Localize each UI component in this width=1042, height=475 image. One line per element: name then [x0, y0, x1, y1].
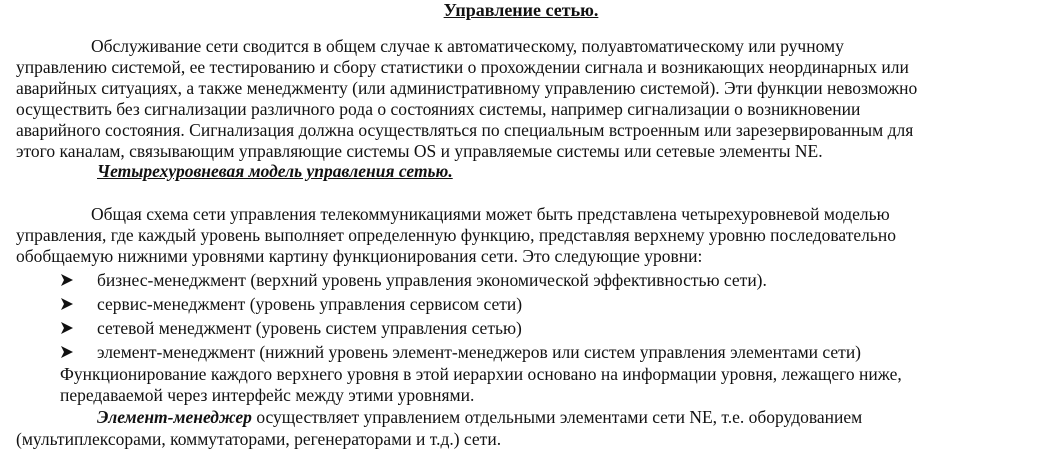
paragraph-1-line-6: этого каналам, связывающим управляющие системы OS и управляемые системы или сетевые элементы NE. — [16, 141, 823, 161]
paragraph-1-line-5: аварийного состояния. Сигнализация должна осуществляться по специальным встроенным или зарезервированным для — [16, 120, 914, 140]
paragraph-1-line-3: аварийных ситуациях, а также менеджменту (или административному управлению системой). Эти функции невозможно — [16, 78, 918, 98]
element-manager-term: Элемент-менеджер — [97, 407, 252, 427]
paragraph-4-line-1 — [97, 407, 862, 427]
paragraph-2-line-1: Общая схема сети управления телекоммуникациями может быть представлена четырехуровневой моделью — [91, 204, 890, 224]
level-item-4: элемент-менеджмент (нижний уровень элемент-менеджеров или систем управления элементами сети) — [97, 342, 862, 362]
level-item-1: бизнес-менеджмент (верхний уровень управления экономической эффективностью сети). — [97, 270, 767, 290]
bullet-arrow-icon — [60, 297, 74, 311]
page-title: Управление сетью. — [443, 0, 599, 20]
level-item-3: сетевой менеджмент (уровень систем управления сетью) — [97, 318, 522, 338]
paragraph-3-line-1: Функционирование каждого верхнего уровня в этой иерархии основано на информации уровня, лежащего ниже, — [60, 364, 902, 384]
bullet-arrow-icon — [60, 273, 74, 287]
bullet-arrow-icon — [60, 321, 74, 335]
paragraph-1-line-1: Обслуживание сети сводится в общем случае к автоматическому, полуавтоматическому или ручному — [91, 36, 844, 56]
section-subheading: Четырехуровневая модель управления сетью. — [97, 161, 453, 181]
paragraph-4-line-1-text: осуществляет управлением отдельными элементами сети NE, т.е. оборудованием — [251, 407, 863, 427]
paragraph-2-line-3: обобщаемую нижними уровнями картину функционирования сети. Это следующие уровни: — [16, 246, 703, 266]
paragraph-2-line-2: управления, где каждый уровень выполняет определенную функцию, представляя верхнему уровню последовательно — [16, 225, 896, 245]
paragraph-1-line-2: управлению системой, ее тестированию и сбору статистики о прохождении сигнала и возникающих неординарных или — [16, 57, 909, 77]
level-item-2: сервис-менеджмент (уровень управления сервисом сети) — [97, 294, 523, 314]
paragraph-4-line-2: (мультиплексорами, коммутаторами, регенераторами и т.д.) сети. — [16, 429, 502, 449]
paragraph-3-line-2: передаваемой через интерфейс между этими уровнями. — [60, 385, 475, 405]
bullet-arrow-icon — [60, 345, 74, 359]
paragraph-1-line-4: осуществить без сигнализации различного рода о состояниях системы, например сигнализации о возникновении — [16, 99, 861, 119]
